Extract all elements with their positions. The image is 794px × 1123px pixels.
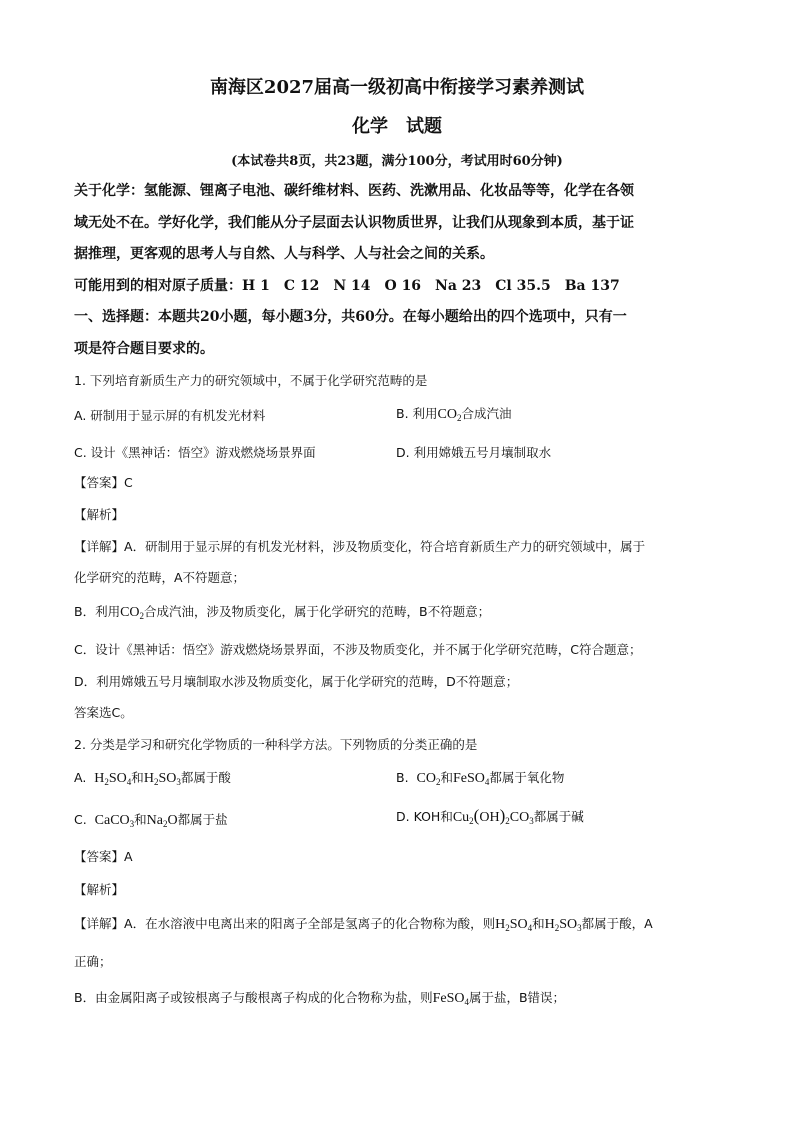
explanation-text: A．在水溶液中电离出来的阳离子全部是氢离子的化合物称为酸，则: [124, 916, 496, 931]
explanation-b-post: 合成汽油，涉及物质变化，属于化学研究的范畴，B不符题意；: [144, 604, 491, 619]
q1-stem: 1. 下列培育新质生产力的研究领域中，不属于化学研究范畴的是: [74, 373, 428, 388]
answer-value: C: [124, 475, 133, 490]
h2so4-formula: $H_2SO_4$: [495, 917, 533, 933]
q2-explanation-b: [74, 988, 724, 1007]
and-text: 和: [134, 812, 147, 827]
q1-option-b: [396, 404, 512, 423]
h2so3-formula: $H_2SO_3$: [143, 771, 181, 787]
q2-option-a: [74, 768, 231, 787]
option-label: A.: [74, 770, 87, 785]
h2so4-formula: $H_2SO_4$: [94, 771, 132, 787]
explanation-text: A．研制用于显示屏的有机发光材料，涉及物质变化，符合培育新质生产力的研究领域中，属于: [124, 539, 646, 554]
and-text: 和: [440, 770, 453, 785]
answer-value: A: [124, 849, 133, 864]
explanation-b-pre: B．利用: [74, 604, 121, 619]
option-pre: D. KOH和: [396, 809, 453, 824]
detail-tag: 【详解】: [74, 539, 125, 554]
q2-explanation-a-2: 正确；: [74, 954, 112, 969]
option-label: B.: [396, 770, 409, 785]
exam-note: (本试卷共8页，共23题，满分100分，考试用时60分钟): [231, 154, 563, 169]
feso4-formula: FeSO$_4$: [432, 991, 469, 1007]
feso4-formula: FeSO$_4$: [452, 771, 490, 787]
q1-option-c: C. 设计《黑神话：悟空》游戏燃烧场景界面: [74, 445, 316, 460]
q2-option-c: [74, 810, 228, 829]
section-1-line-2: 项是符合题目要求的。: [74, 341, 214, 357]
q1-explanation-d: D．利用嫦娥五号月壤制取水涉及物质变化，属于化学研究的范畴，D不符题意；: [74, 674, 519, 689]
answer-tag: 【答案】: [74, 475, 125, 490]
co2-formula: $CO_2$: [120, 605, 145, 621]
q1-option-b-post: 合成汽油: [461, 406, 512, 421]
option-label: C.: [74, 812, 87, 827]
subject-title: 化学 试题: [352, 116, 442, 137]
q1-analysis-tag: 【解析】: [74, 507, 125, 522]
explanation-text: B．由金属阳离子或铵根离子与酸根离子构成的化合物称为盐，则: [74, 990, 433, 1005]
and-text: 和: [131, 770, 144, 785]
q1-explanation-a-1: [74, 537, 724, 555]
atomic-mass-line: 可能用到的相对原子质量：H 1 C 12 N 14 O 16 Na 23 Cl 35.5 Ba 137: [74, 278, 620, 294]
q1-option-b-pre: B. 利用: [396, 406, 438, 421]
option-tail: 都属于碱: [533, 809, 584, 824]
answer-tag: 【答案】: [74, 849, 125, 864]
section-1-line-1: 一、选择题：本题共20小题，每小题3分，共60分。在每小题给出的四个选项中，只有一: [74, 309, 627, 325]
q1-option-a: A. 研制用于显示屏的有机发光材料: [74, 408, 266, 423]
explanation-text: 都属于酸，A: [581, 916, 653, 931]
q2-explanation-a-1: [74, 914, 724, 933]
q1-explanation-c: C．设计《黑神话：悟空》游戏燃烧场景界面，不涉及物质变化，并不属于化学研究范畴，C符合题意；: [74, 642, 642, 657]
intro-line-2: 域无处不在。学好化学，我们能从分子层面去认识物质世界，让我们从现象到本质，基于证: [74, 215, 634, 231]
basic-copper-carbonate-formula: $Cu_2(OH)_2CO_3$: [452, 806, 534, 826]
option-tail: 都属于盐: [177, 812, 228, 827]
option-tail: 都属于酸: [180, 770, 231, 785]
q2-stem: 2. 分类是学习和研究化学物质的一种科学方法。下列物质的分类正确的是: [74, 737, 478, 752]
caco3-formula: CaCO$_3$: [94, 813, 135, 829]
q1-explanation-b: [74, 602, 724, 621]
option-tail: 都属于氧化物: [489, 770, 565, 785]
q2-option-d: [396, 806, 584, 826]
exam-title: 南海区2027届高一级初高中衔接学习素养测试: [209, 77, 585, 98]
q1-explanation-a-2: 化学研究的范畴，A不符题意；: [74, 570, 246, 585]
explanation-text: 属于盐，B错误；: [468, 990, 566, 1005]
intro-line-3: 据推理，更客观的思考人与自然、人与科学、人与社会之间的关系。: [74, 246, 494, 262]
h2so3-formula: $H_2SO_3$: [544, 917, 582, 933]
detail-tag: 【详解】: [74, 916, 125, 931]
q2-analysis-tag: 【解析】: [74, 882, 125, 897]
q1-option-d: D. 利用嫦娥五号月壤制取水: [396, 445, 552, 460]
na2o-formula: $Na_2O$: [146, 813, 178, 829]
q1-answer: [74, 473, 724, 491]
co2-formula: $CO_2$: [437, 407, 462, 423]
co2-formula: $CO_2$: [416, 771, 441, 787]
q2-answer: [74, 847, 724, 865]
q1-conclusion: 答案选C。: [74, 705, 133, 720]
q2-option-b: [396, 768, 564, 787]
and-text: 和: [532, 916, 545, 931]
intro-line-1: 关于化学：氢能源、锂离子电池、碳纤维材料、医药、洗漱用品、化妆品等等，化学在各领: [74, 183, 634, 199]
